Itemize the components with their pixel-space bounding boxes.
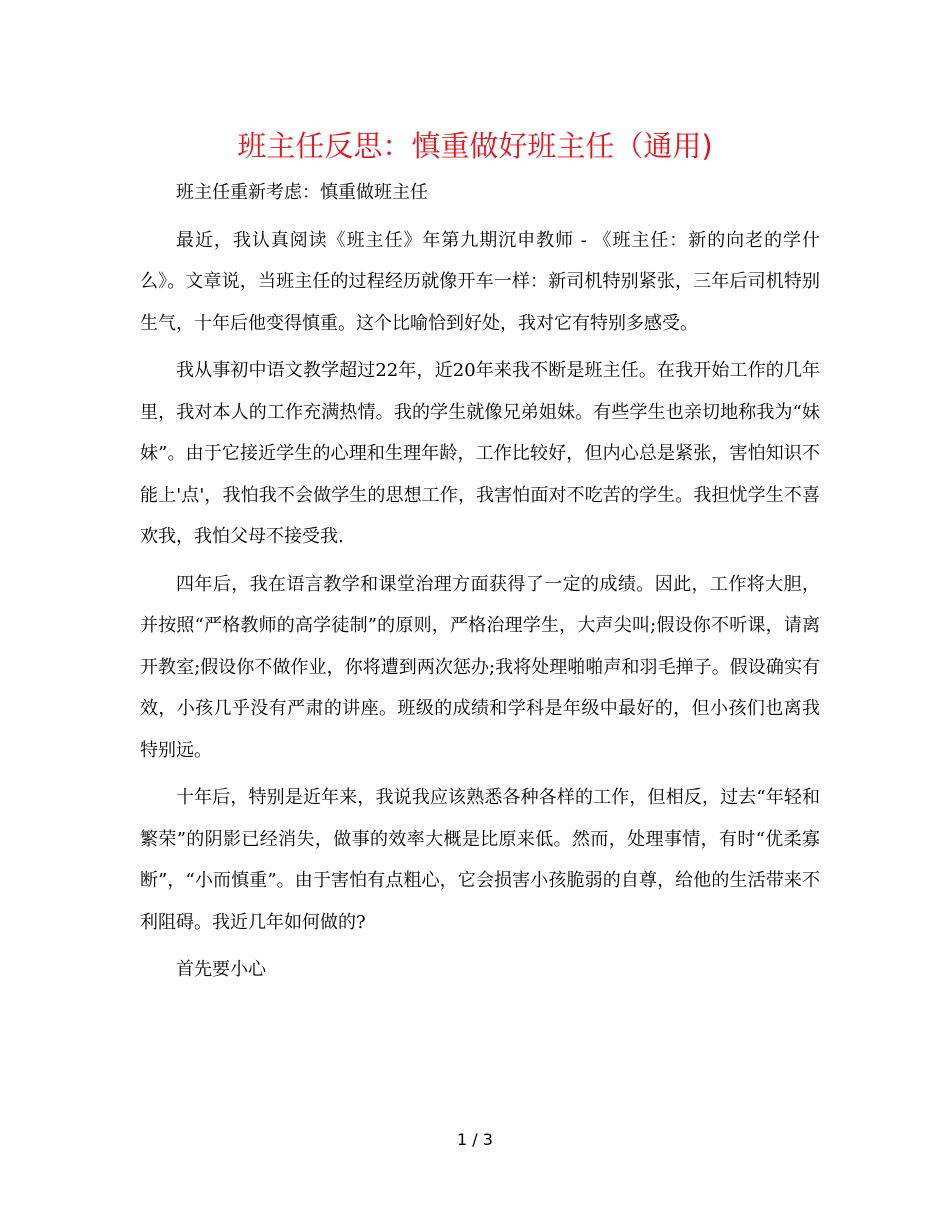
document-body <box>140 172 820 997</box>
paragraph: 首先要小心 <box>176 959 266 980</box>
paragraph-subtitle: 班主任重新考虑：慎重做班主任 <box>176 182 428 203</box>
paragraph: 十年后，特别是近年来，我说我应该熟悉各种各样的工作，但相反，过去“年轻和繁荣”的阴影已经消失，做事的效率大概是比原来低。然而，处理事情，有时“优柔寡断”，“小而慎重”。由于害怕有点粗心，它会损害小孩脆弱的自尊，给他的生活带来不利阻碍。我近几年如何做的? <box>140 787 820 933</box>
paragraph: 我从事初中语文教学超过22年，近20年来我不断是班主任。在我开始工作的几年里，我对本人的工作充满热情。我的学生就像兄弟姐妹。有些学生也亲切地称我为“妹妹”。由于它接近学生的心理和生理年龄，工作比较好，但内心总是紧张，害怕知识不能上'点'，我怕我不会做学生的思想工作，我害怕面对不吃苦的学生。我担忧学生不喜欢我，我怕父母不接受我. <box>140 360 820 547</box>
paragraph: 最近，我认真阅读《班主任》年第九期沉申教师 - 《班主任：新的向老的学什么》。文章说，当班主任的过程经历就像开车一样：新司机特别紧张，三年后司机特别生气，十年后他变得慎重。这个比喻恰到好处，我对它有特别多感受。 <box>140 229 820 334</box>
page-number: 1 / 3 <box>457 1130 493 1149</box>
document-title: 班主任反思：慎重做好班主任（通用) <box>237 129 713 163</box>
paragraph: 四年后，我在语言教学和课堂治理方面获得了一定的成绩。因此，工作将大胆，并按照“严格教师的高学徒制”的原则，严格治理学生，大声尖叫;假设你不听课，请离开教室;假设你不做作业，你将遭到两次惩办;我将处理啪啪声和羽毛掸子。假设确实有效，小孩几乎没有严肃的讲座。班级的成绩和学科是年级中最好的，但小孩们也离我特别远。 <box>140 573 820 761</box>
